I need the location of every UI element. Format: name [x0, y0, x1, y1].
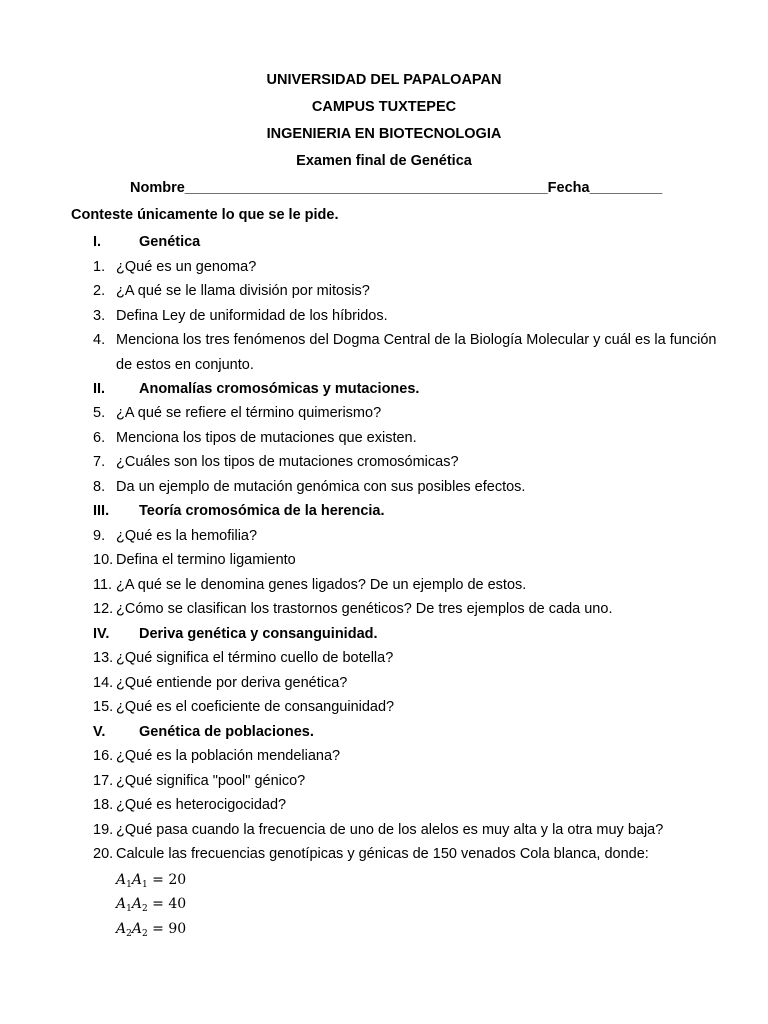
question-number: 17.: [93, 773, 114, 789]
question-text: ¿Qué significa el término cuello de botella?: [116, 650, 394, 666]
question-number: 4.: [93, 332, 106, 348]
section-heading: [93, 625, 378, 643]
allele-symbol: A: [116, 896, 127, 912]
question: [93, 478, 525, 496]
question-number: 16.: [93, 748, 114, 764]
allele-subscript: 2: [126, 929, 132, 939]
question: [93, 282, 370, 300]
question: [93, 307, 388, 325]
question: [93, 331, 716, 349]
section-heading: [93, 723, 314, 741]
question: [93, 845, 649, 863]
section-title: Teoría cromosómica de la herencia.: [139, 503, 385, 519]
question-text: Calcule las frecuencias genotípicas y génicas de 150 venados Cola blanca, donde:: [116, 846, 649, 862]
university-title: UNIVERSIDAD DEL PAPALOAPAN: [266, 72, 502, 88]
campus-title: CAMPUS TUXTEPEC: [311, 99, 457, 115]
question-number: 18.: [93, 797, 114, 813]
genotype-count: = 40: [152, 896, 187, 912]
question-text: ¿Qué es un genoma?: [116, 259, 257, 275]
allele-subscript: 1: [141, 880, 148, 890]
question-number: 6.: [93, 430, 106, 446]
question: [93, 453, 459, 471]
section-numeral: IV.: [93, 626, 110, 642]
question-number: 13.: [93, 650, 114, 666]
question-text: Defina Ley de uniformidad de los híbridos.: [116, 308, 388, 324]
question-text: Defina el termino ligamiento: [116, 552, 296, 568]
question: [93, 404, 381, 422]
question-number: 8.: [93, 479, 106, 495]
question-text: ¿Qué es la hemofilia?: [116, 528, 258, 544]
question-number: 2.: [93, 283, 106, 299]
question-number: 9.: [93, 528, 106, 544]
name-date-field: Nombre_____________________________________________Fecha_________: [130, 180, 663, 196]
question-number: 1.: [93, 259, 106, 275]
question-number: 5.: [93, 405, 106, 421]
section-title: Genética de poblaciones.: [139, 724, 314, 740]
question-number: 11.: [93, 577, 113, 593]
section-numeral: I.: [93, 234, 102, 250]
question-number: 3.: [93, 308, 106, 324]
question-text: ¿Cómo se clasifican los trastornos genéticos? De tres ejemplos de cada uno.: [116, 601, 613, 617]
question: [93, 576, 526, 594]
question: [93, 674, 347, 692]
question-text: Menciona los tipos de mutaciones que existen.: [116, 430, 417, 446]
section-title: Deriva genética y consanguinidad.: [139, 626, 378, 642]
question-number: 19.: [93, 822, 114, 838]
question-number: 10.: [93, 552, 114, 568]
question: [93, 772, 305, 790]
allele-symbol: A: [131, 896, 142, 912]
allele-subscript: 1: [126, 904, 132, 914]
question: [93, 796, 286, 814]
question-number: 20.: [93, 846, 114, 862]
genotype-equation: [116, 871, 186, 894]
allele-symbol: A: [131, 872, 142, 888]
section-title: Anomalías cromosómicas y mutaciones.: [139, 381, 420, 397]
question-number: 12.: [93, 601, 114, 617]
allele-symbol: A: [116, 921, 127, 937]
question: [93, 747, 340, 765]
question-text: Menciona los tres fenómenos del Dogma Central de la Biología Molecular y cuál es la función: [116, 332, 717, 348]
allele-subscript: 2: [141, 904, 148, 914]
question: [93, 258, 256, 276]
section-heading: [93, 233, 200, 251]
question-text: Da un ejemplo de mutación genómica con sus posibles efectos.: [116, 479, 526, 495]
genotype-equation: [116, 920, 186, 943]
question: [93, 600, 612, 618]
question-text: ¿Qué pasa cuando la frecuencia de uno de los alelos es muy alta y la otra muy baja?: [116, 822, 664, 838]
program-title: INGENIERIA EN BIOTECNOLOGIA: [266, 126, 502, 142]
instructions: Conteste únicamente lo que se le pide.: [71, 207, 339, 223]
question-text: ¿Cuáles son los tipos de mutaciones cromosómicas?: [116, 454, 459, 470]
question-number: 15.: [93, 699, 114, 715]
question-text: ¿Qué entiende por deriva genética?: [116, 675, 348, 691]
question-text: ¿Qué es heterocigocidad?: [116, 797, 287, 813]
section-heading: [93, 502, 385, 520]
question-number: 7.: [93, 454, 106, 470]
question: [93, 649, 393, 667]
allele-subscript: 1: [126, 880, 132, 890]
question-text: ¿A qué se le llama división por mitosis?: [116, 283, 370, 299]
question: [93, 698, 394, 716]
section-numeral: II.: [93, 381, 106, 397]
question: [93, 429, 417, 447]
genotype-count: = 90: [152, 921, 187, 937]
exam-title: Examen final de Genética: [296, 153, 472, 169]
question-text: ¿Qué es el coeficiente de consanguinidad?: [116, 699, 395, 715]
question-text: ¿Qué significa "pool" génico?: [116, 773, 306, 789]
genotype-equation: [116, 895, 186, 918]
section-numeral: III.: [93, 503, 110, 519]
question-continuation: de estos en conjunto.: [116, 357, 254, 373]
question-text: ¿A qué se le denomina genes ligados? De un ejemplo de estos.: [116, 577, 527, 593]
genotype-count: = 20: [152, 872, 187, 888]
allele-symbol: A: [131, 921, 142, 937]
section-numeral: V.: [93, 724, 106, 740]
question-number: 14.: [93, 675, 114, 691]
allele-subscript: 2: [141, 929, 148, 939]
question: [93, 551, 296, 569]
question: [93, 821, 663, 839]
question: [93, 527, 257, 545]
question-text: ¿A qué se refiere el término quimerismo?: [116, 405, 382, 421]
question-text: ¿Qué es la población mendeliana?: [116, 748, 341, 764]
section-title: Genética: [139, 234, 201, 250]
allele-symbol: A: [116, 872, 127, 888]
section-heading: [93, 380, 419, 398]
